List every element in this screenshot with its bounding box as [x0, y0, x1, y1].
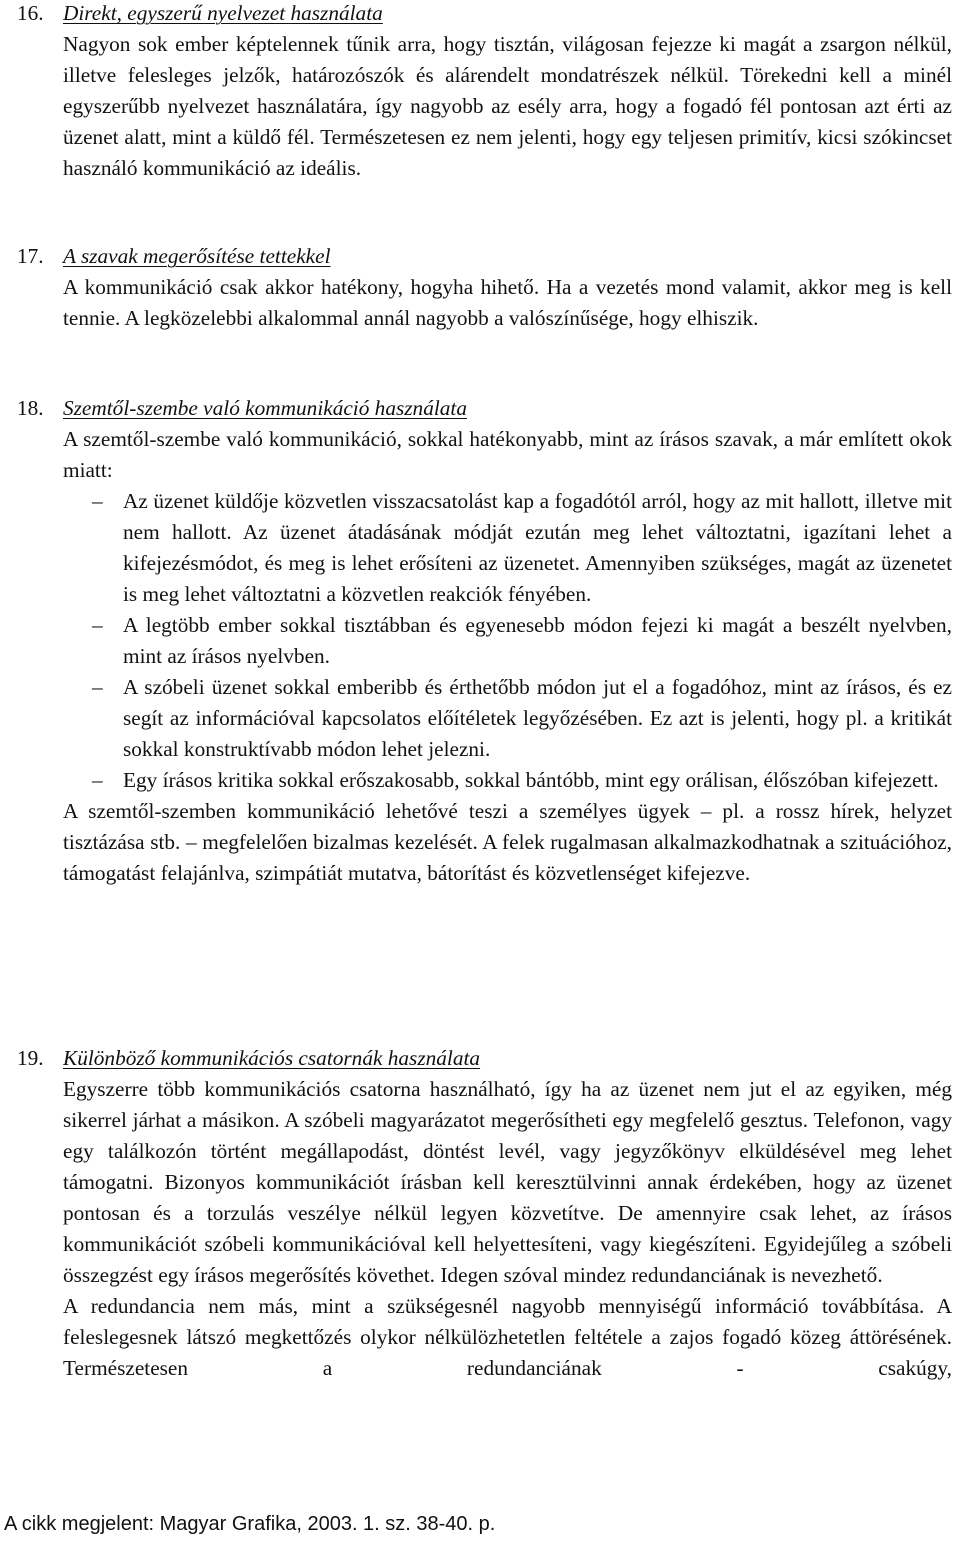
section-number: 16. [17, 1, 44, 25]
dash-bullet: – [92, 613, 103, 637]
list-item-text: Egy írásos kritika sokkal erőszakosabb, sokkal bántóbb, mint egy orálisan, élőszóban kifejezett. [123, 768, 939, 792]
section-number: 18. [17, 396, 44, 420]
list-item-text: Az üzenet küldője közvetlen visszacsatolást kap a fogadótól arról, hogy az mit hallott, illetve mit nem hallott. Az üzenet átadásának módját ezután meg lehet változtatni, igazítani lehet a kifejezésmódot, és meg is lehet erősíteni az üzenetet. Amennyiben szükséges, magát az üzenetet is meg lehet változtatni a közvetlen reakciók fényében. [123, 489, 952, 606]
section-heading [17, 0, 952, 29]
dash-bullet: – [92, 675, 103, 699]
list-item [0, 672, 952, 765]
section-17 [0, 241, 960, 334]
list-item-text: A legtöbb ember sokkal tisztábban és egyenesebb módon fejezi ki magát a beszélt nyelvben, mint az írásos nyelvben. [123, 613, 952, 668]
paragraph: A redundancia nem más, mint a szükségesnél nagyobb mennyiségű információ továbbítása. A feleslegesnek látszó megkettőzés olykor nélkülözhetetlen feltétele a zajos fogadó közeg áttörésének. Természetesen a redundanciának - csakúgy, [63, 1294, 952, 1380]
section-title: A szavak megerősítése tettekkel [63, 244, 331, 268]
section-18 [0, 393, 960, 889]
paragraph: A kommunikáció csak akkor hatékony, hogyha hihető. Ha a vezetés mond valamit, akkor meg is kell tennie. A legközelebbi alkalommal annál nagyobb a valószínűsége, hogy elhiszik. [63, 275, 952, 330]
section-number: 17. [17, 244, 44, 268]
section-title: Direkt, egyszerű nyelvezet használata [63, 1, 383, 25]
paragraph: Egyszerre több kommunikációs csatorna használható, így ha az üzenet nem jut el az egyiken, még sikerrel járhat a másikon. A szóbeli magyarázatot megerősítheti egy megfelelő gesztus. Telefonon, vagy egy találkozón történt megállapodást, döntést levél, vagy jegyzőkönyv elküldésével meg lehet támogatni. Bizonyos kommunikációt írásban kell keresztülvinni annak érdekében, hogy az üzenet pontosan és a torzulás veszélye nélkül legyen közvetítve. De amennyire csak lehet, az írásos kommunikációt szóbeli kommunikációval kell helyettesíteni, vagy kiegészíteni. Egyidejűleg a szóbeli összegzést egy írásos megerősítés követhet. Idegen szóval mindez redundanciának is nevezhető. [63, 1077, 952, 1287]
paragraph-intro: A szemtől-szembe való kommunikáció, sokkal hatékonyabb, mint az írásos szavak, a már említett okok miatt: [63, 427, 952, 482]
section-heading [17, 1043, 952, 1074]
section-16 [0, 0, 960, 184]
dash-bullet: – [92, 489, 103, 513]
section-heading [17, 393, 952, 424]
section-title: Szemtől-szembe való kommunikáció használata [63, 396, 467, 420]
bullet-list [0, 486, 952, 796]
section-heading [17, 241, 952, 272]
list-item [0, 486, 952, 610]
list-item [0, 765, 952, 796]
paragraph-outro: A szemtől-szemben kommunikáció lehetővé teszi a személyes ügyek – pl. a rossz hírek, helyzet tisztázása stb. – megfelelően bizalmas kezelését. A felek rugalmasan alkalmazkodhatnak a szituációhoz, támogatást felajánlva, szimpátiát mutatva, bátorítást és közvetlenséget kifejezve. [63, 799, 952, 885]
list-item [0, 610, 952, 672]
section-19 [0, 1043, 960, 1384]
section-title: Különböző kommunikációs csatornák használata [63, 1046, 481, 1070]
dash-bullet: – [92, 768, 103, 792]
paragraph: Nagyon sok ember képtelennek tűnik arra, hogy tisztán, világosan fejezze ki magát a zsargon nélkül, illetve felesleges jelzők, határozószók és alárendelt mondatrészek nélkül. Törekedni kell a minél egyszerűbb nyelvezet használatára, így nagyobb az esély arra, hogy a fogadó fél pontosan azt érti az üzenet alatt, mint a küldő fél. Természetesen ez nem jelenti, hogy egy teljesen primitív, kicsi szókincset használó kommunikáció az ideális. [63, 32, 952, 180]
section-number: 19. [17, 1046, 44, 1070]
list-item-text: A szóbeli üzenet sokkal emberibb és érthetőbb módon jut el a fogadóhoz, mint az írásos, és ez segít az információval kapcsolatos előítéletek legyőzésében. Ez azt is jelenti, hogy pl. a kritikát sokkal konstruktívabb módon lehet jelezni. [123, 675, 952, 761]
footer-citation: A cikk megjelent: Magyar Grafika, 2003. 1. sz. 38-40. p. [4, 1513, 496, 1535]
